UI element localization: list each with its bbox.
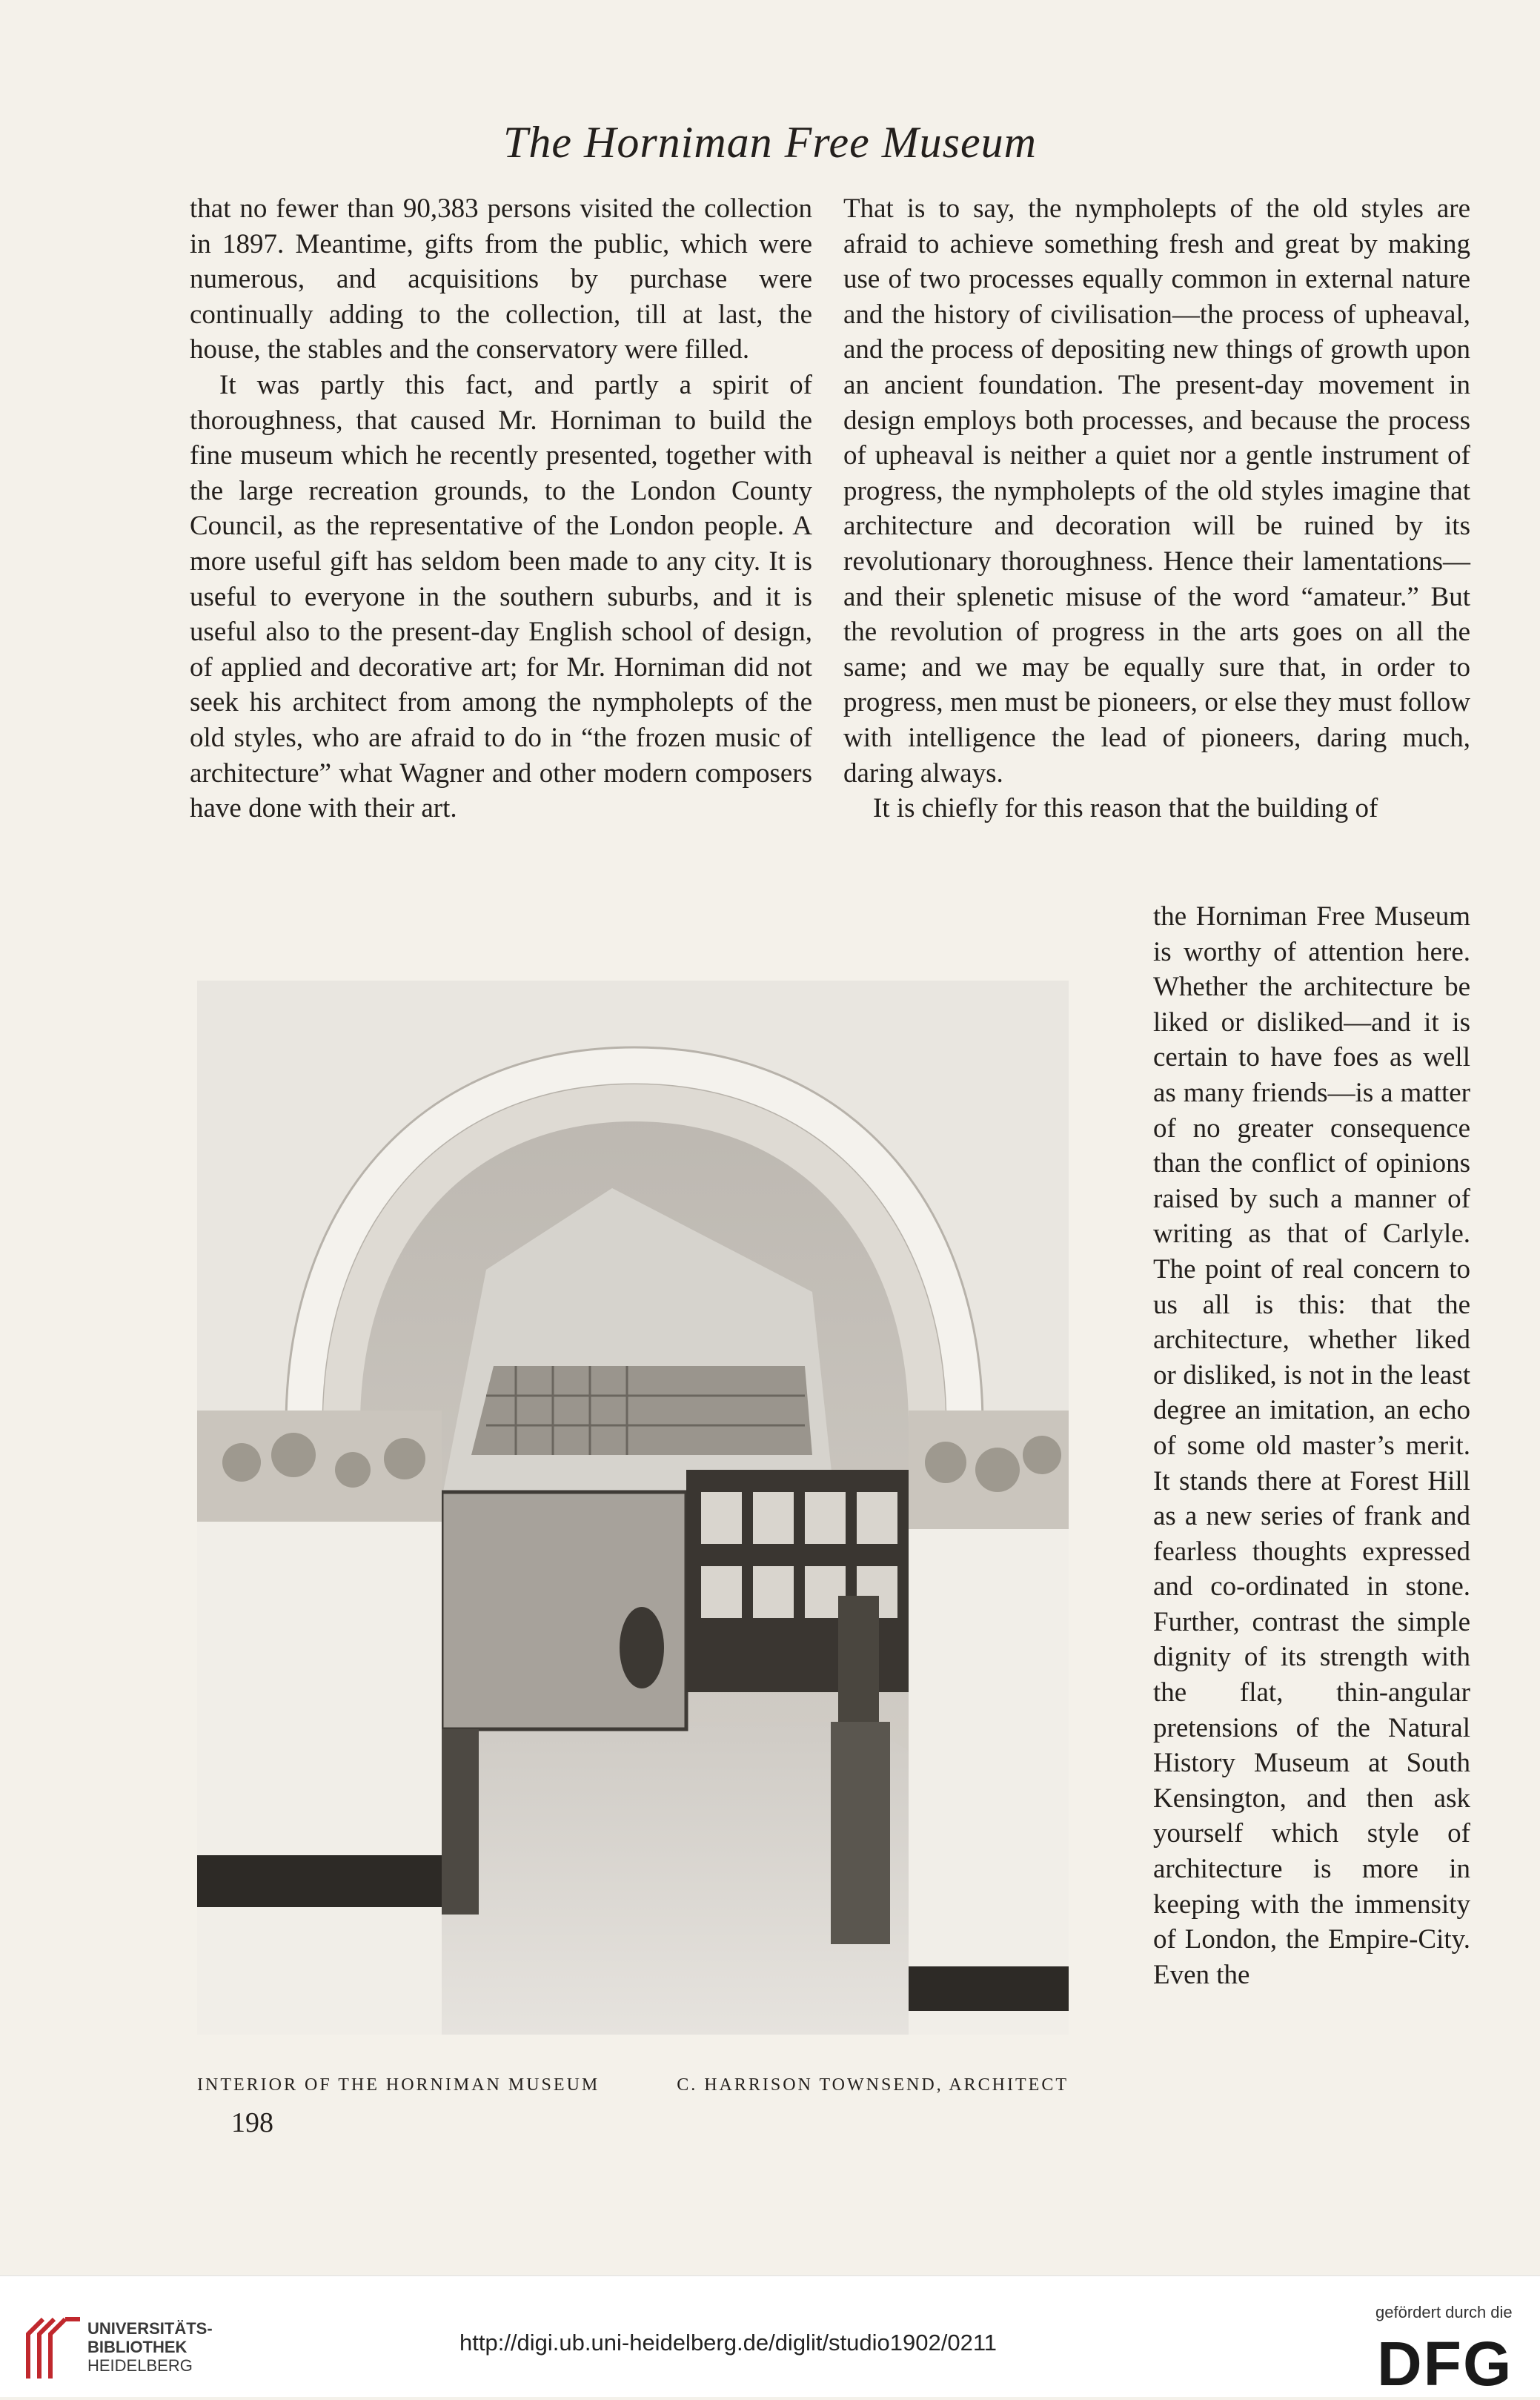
paragraph: It is chiefly for this reason that the building of <box>873 793 1378 824</box>
left-column <box>190 191 812 826</box>
page-number: 198 <box>231 2107 273 2138</box>
paragraph: It was partly this fact, and partly a spirit of thoroughness, that caused Mr. Horniman to build the fine museum which he recently presented, together with the large recreation grounds, to the London County Council, as the representative of the London people. A more useful gift has seldom been made to any city. It is useful to everyone in the southern suburbs, and it is useful also to the present-day English school of design, of applied and decorative art; for Mr. Horniman did not seek his architect from among the nympholepts of the old styles, who are afraid to do in “the frozen music of architecture” what Wagner and other modern composers have done with their art. <box>190 369 812 824</box>
paragraph: the Horniman Free Museum is worthy of attention here. Whether the architecture be liked or disliked—and it is certain to have foes as well as many friends—is a matter of no greater consequence than the conflict of opinions raised by such a manner of writing as that of Carlyle. The point of real concern to us all is this: that the architecture, whether liked or disliked, is not in the least degree an imitation, an echo of some old master’s merit. It stands there at Forest Hill as a new series of frank and fearless thoughts expressed and co-ordinated in stone. Further, contrast the simple dignity of its strength with the flat, thin-angular pretensions of the Natural History Museum at South Kensington, and then ask yourself which style of architecture is more in keeping with the immensity of London, the Empire-City. Even the <box>1153 901 1470 1990</box>
library-name-line: BIBLIOTHEK <box>87 2338 187 2356</box>
source-url-link[interactable]: http://digi.ub.uni-heidelberg.de/diglit/studio1902/0211 <box>459 2330 998 2356</box>
dfg-logo: DFG <box>1377 2329 1513 2399</box>
museum-interior-photo <box>197 981 1069 2035</box>
caption-architect: C. HARRISON TOWNSEND, ARCHITECT <box>677 2075 1069 2095</box>
library-name-line: HEIDELBERG <box>87 2356 193 2375</box>
digitization-footer <box>0 2275 1540 2397</box>
caption-title: INTERIOR OF THE HORNIMAN MUSEUM <box>197 2075 600 2095</box>
paragraph: That is to say, the nympholepts of the old styles are afraid to achieve something fresh and great by making use of two processes equally common in external nature and the history of civilisation—the process of upheaval, and the process of depositing new things of growth upon an ancient foundation. The present-day movement in design employs both processes, and because the process of upheaval is neither a quiet nor a gentle instrument of progress, the nympholepts of the old styles imagine that architecture and decoration will be ruined by its revolutionary thoroughness. Hence their lamentations—and their splenetic misuse of the word “amateur.” But the revolution of progress in the arts goes on all the same; and we may be equally sure that, in order to progress, men must be pioneers, or else they must follow with intelligence the lead of pioneers, daring much, daring always. <box>843 193 1470 789</box>
funded-by-label: gefördert durch die <box>1375 2303 1513 2321</box>
narrow-column <box>1153 899 1470 1992</box>
paragraph: that no fewer than 90,383 persons visited the collection in 1897. Meantime, gifts from the public, which were numerous, and acquisitions by purchase were continually adding to the collection, till at last, the house, the stables and the conservatory were filled. <box>190 193 812 365</box>
library-logo-icon <box>21 2312 95 2386</box>
library-name <box>87 2319 213 2375</box>
figure-caption <box>197 2075 1069 2095</box>
library-name-line: UNIVERSITÄTS- <box>87 2319 213 2338</box>
running-head: The Horniman Free Museum <box>502 118 1037 167</box>
right-column <box>843 191 1470 826</box>
